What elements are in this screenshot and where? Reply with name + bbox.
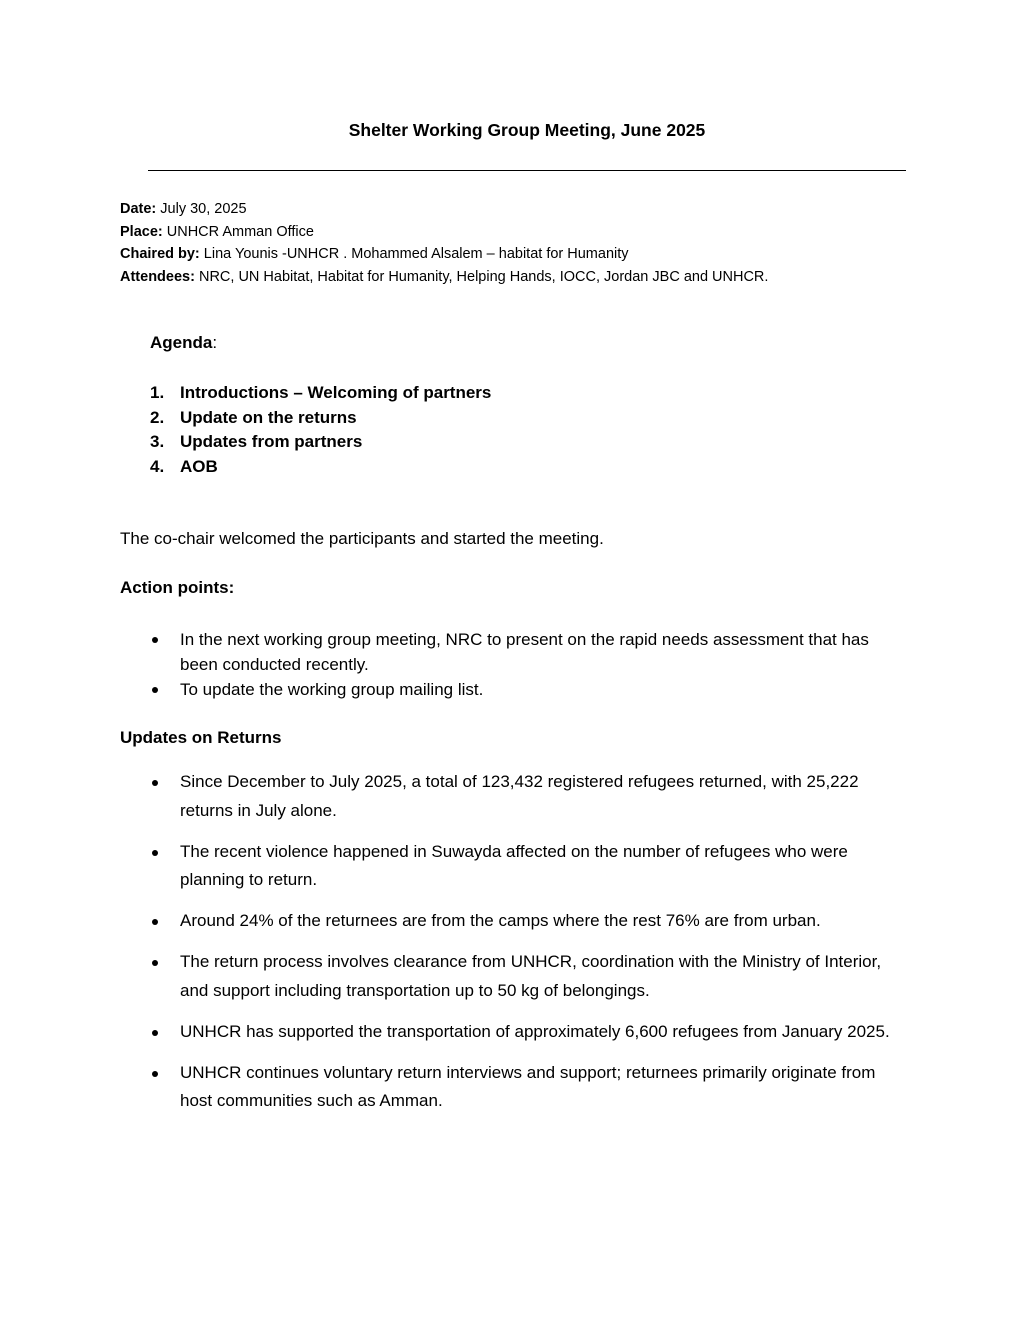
list-item-text: The return process involves clearance from UNHCR, coordination with the Ministry of Interior, and support including transportation up to 50 kg of belongings.: [180, 952, 882, 1000]
agenda-item: [150, 406, 491, 431]
agenda-item-number: 3.: [150, 432, 165, 452]
document-title: Shelter Working Group Meeting, June 2025: [348, 120, 706, 140]
list-item: [150, 677, 910, 702]
agenda-list: [150, 381, 491, 479]
bullet-icon: [152, 1071, 158, 1077]
returns-list: [150, 768, 910, 1128]
list-item-text: Since December to July 2025, a total of 123,432 registered refugees returned, with 25,222 returns in July alone.: [180, 772, 859, 820]
attendees-label: Attendees:: [120, 268, 195, 285]
list-item-text: UNHCR has supported the transportation of approximately 6,600 refugees from January 2025.: [180, 1021, 890, 1041]
agenda-heading: [150, 333, 217, 353]
attendees-row: [120, 266, 768, 289]
chaired-row: [120, 243, 768, 266]
title-divider: [148, 170, 906, 171]
list-item: [150, 948, 910, 1005]
date-label: Date:: [120, 201, 157, 217]
attendees-value: NRC, UN Habitat, Habitat for Humanity, Helping Hands, IOCC, Jordan JBC and UNHCR.: [194, 268, 769, 285]
list-item: [150, 627, 910, 677]
place-label: Place:: [120, 223, 163, 240]
place-value: UNHCR Amman Office: [166, 223, 314, 240]
agenda-heading-colon: :: [212, 333, 218, 352]
list-item-text: The recent violence happened in Suwayda affected on the number of refugees who were planning to return.: [180, 841, 848, 889]
list-item: [150, 1059, 910, 1116]
agenda-item-text: AOB: [180, 456, 218, 476]
agenda-item: [150, 381, 491, 406]
chaired-label: Chaired by:: [120, 246, 200, 262]
bullet-icon: [152, 1030, 158, 1036]
list-item-text: Around 24% of the returnees are from the camps where the rest 76% are from urban.: [180, 911, 821, 930]
agenda-item: [150, 455, 491, 480]
list-item-text: In the next working group meeting, NRC to present on the rapid needs assessment that has been conducted recently.: [180, 630, 869, 674]
list-item: [150, 1018, 910, 1047]
intro-paragraph: The co-chair welcomed the participants and started the meeting.: [120, 529, 604, 548]
agenda-item-text: Updates from partners: [180, 432, 363, 452]
agenda-item-number: 1.: [150, 383, 165, 402]
returns-heading: Updates on Returns: [120, 728, 282, 747]
list-item-text: To update the working group mailing list.: [180, 680, 484, 699]
list-item: [150, 907, 910, 936]
list-item: [150, 768, 910, 825]
agenda-item-number: 2.: [150, 407, 165, 427]
list-item: [150, 838, 910, 895]
date-value: July 30, 2025: [156, 201, 247, 217]
bullet-icon: [152, 687, 158, 693]
chaired-value: Lina Younis -UNHCR . Mohammed Alsalem – habitat for Humanity: [199, 246, 629, 262]
agenda-item-number: 4.: [150, 456, 165, 476]
agenda-heading-label: Agenda: [150, 333, 213, 352]
bullet-icon: [152, 780, 158, 786]
agenda-item: [150, 430, 491, 455]
action-points-list: [150, 627, 910, 702]
bullet-icon: [152, 850, 158, 856]
list-item-text: UNHCR continues voluntary return interviews and support; returnees primarily originate from host communities such as Amman.: [180, 1062, 876, 1110]
place-row: [120, 221, 768, 244]
bullet-icon: [152, 960, 158, 966]
agenda-item-text: Introductions – Welcoming of partners: [180, 383, 492, 402]
meeting-details: [120, 198, 768, 288]
agenda-item-text: Update on the returns: [180, 407, 357, 427]
action-points-heading: Action points:: [120, 578, 235, 597]
bullet-icon: [152, 637, 158, 643]
bullet-icon: [152, 919, 158, 925]
date-row: [120, 198, 768, 221]
